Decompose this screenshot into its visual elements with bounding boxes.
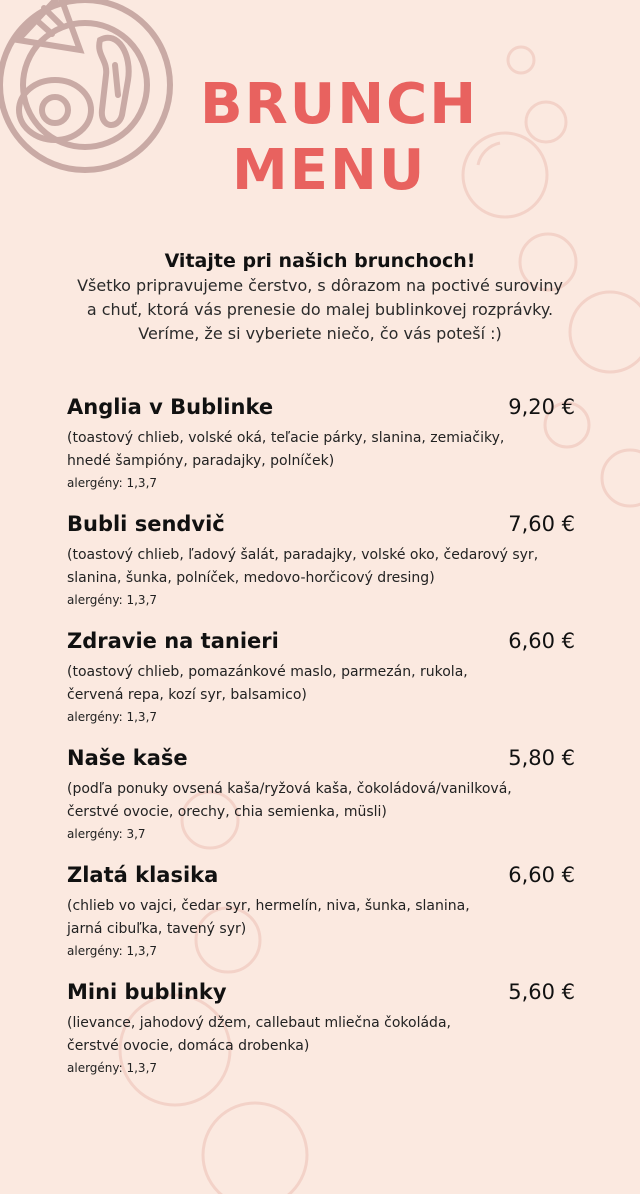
- plate-breakfast-icon: [0, 0, 170, 170]
- menu-item: [67, 863, 587, 980]
- item-allergens: alergény: 1,3,7: [67, 710, 158, 724]
- item-description-line: (toastový chlieb, volské oká, teľacie párky, slanina, zemiačiky,: [67, 430, 505, 446]
- menu-title-line2: MENU: [232, 138, 427, 203]
- item-description: [67, 1012, 587, 1058]
- item-description-line: slanina, šunka, polníček, medovo-horčicový dresing): [67, 570, 435, 586]
- item-description: [67, 427, 587, 473]
- item-price: 9,20 €: [508, 395, 575, 419]
- item-price: 5,80 €: [508, 746, 575, 770]
- item-price: 6,60 €: [508, 863, 575, 887]
- item-description-line: jarná cibuľka, tavený syr): [67, 921, 247, 937]
- item-allergens: alergény: 1,3,7: [67, 1061, 158, 1075]
- item-description-line: (chlieb vo vajci, čedar syr, hermelín, niva, šunka, slanina,: [67, 898, 470, 914]
- intro-block: [40, 248, 600, 346]
- intro-line-3: Veríme, že si vyberiete niečo, čo vás poteší :): [138, 324, 502, 343]
- item-name: Anglia v Bublinke: [67, 395, 274, 419]
- menu-item: [67, 395, 587, 512]
- item-description: [67, 544, 587, 590]
- item-name: Naše kaše: [67, 746, 188, 770]
- item-price: 6,60 €: [508, 629, 575, 653]
- item-allergens: alergény: 1,3,7: [67, 476, 158, 490]
- item-description-line: čerstvé ovocie, domáca drobenka): [67, 1038, 310, 1054]
- item-description: [67, 895, 587, 941]
- intro-line-2: a chuť, ktorá vás prenesie do malej bublinkovej rozprávky.: [86, 300, 554, 319]
- item-name: Zlatá klasika: [67, 863, 219, 887]
- item-description: [67, 661, 587, 707]
- menu-list: [67, 395, 587, 1097]
- item-price: 7,60 €: [508, 512, 575, 536]
- item-allergens: alergény: 1,3,7: [67, 944, 158, 958]
- intro-line-1: Všetko pripravujeme čerstvo, s dôrazom na poctivé suroviny: [77, 276, 563, 295]
- item-description-line: hnedé šampióny, paradajky, polníček): [67, 453, 335, 469]
- item-allergens: alergény: 3,7: [67, 827, 146, 841]
- item-description-line: čerstvé ovocie, orechy, chia semienka, müsli): [67, 804, 387, 820]
- item-description-line: červená repa, kozí syr, balsamico): [67, 687, 307, 703]
- menu-item: [67, 629, 587, 746]
- item-price: 5,60 €: [508, 980, 575, 1004]
- item-allergens: alergény: 1,3,7: [67, 593, 158, 607]
- item-name: Mini bublinky: [67, 980, 227, 1004]
- item-description: [67, 778, 587, 824]
- item-description-line: (podľa ponuky ovsená kaša/ryžová kaša, čokoládová/vanilková,: [67, 781, 512, 797]
- item-name: Bubli sendvič: [67, 512, 225, 536]
- menu-item: [67, 746, 587, 863]
- item-description-line: (lievance, jahodový džem, callebaut mliečna čokoláda,: [67, 1015, 451, 1031]
- item-description-line: (toastový chlieb, ľadový šalát, paradajky, volské oko, čedarový syr,: [67, 547, 539, 563]
- item-name: Zdravie na tanieri: [67, 629, 279, 653]
- intro-headline: Vitajte pri našich brunchoch!: [164, 250, 476, 272]
- item-description-line: (toastový chlieb, pomazánkové maslo, parmezán, rukola,: [67, 664, 468, 680]
- menu-title-line1: BRUNCH: [200, 72, 479, 137]
- menu-item: [67, 980, 587, 1097]
- menu-item: [67, 512, 587, 629]
